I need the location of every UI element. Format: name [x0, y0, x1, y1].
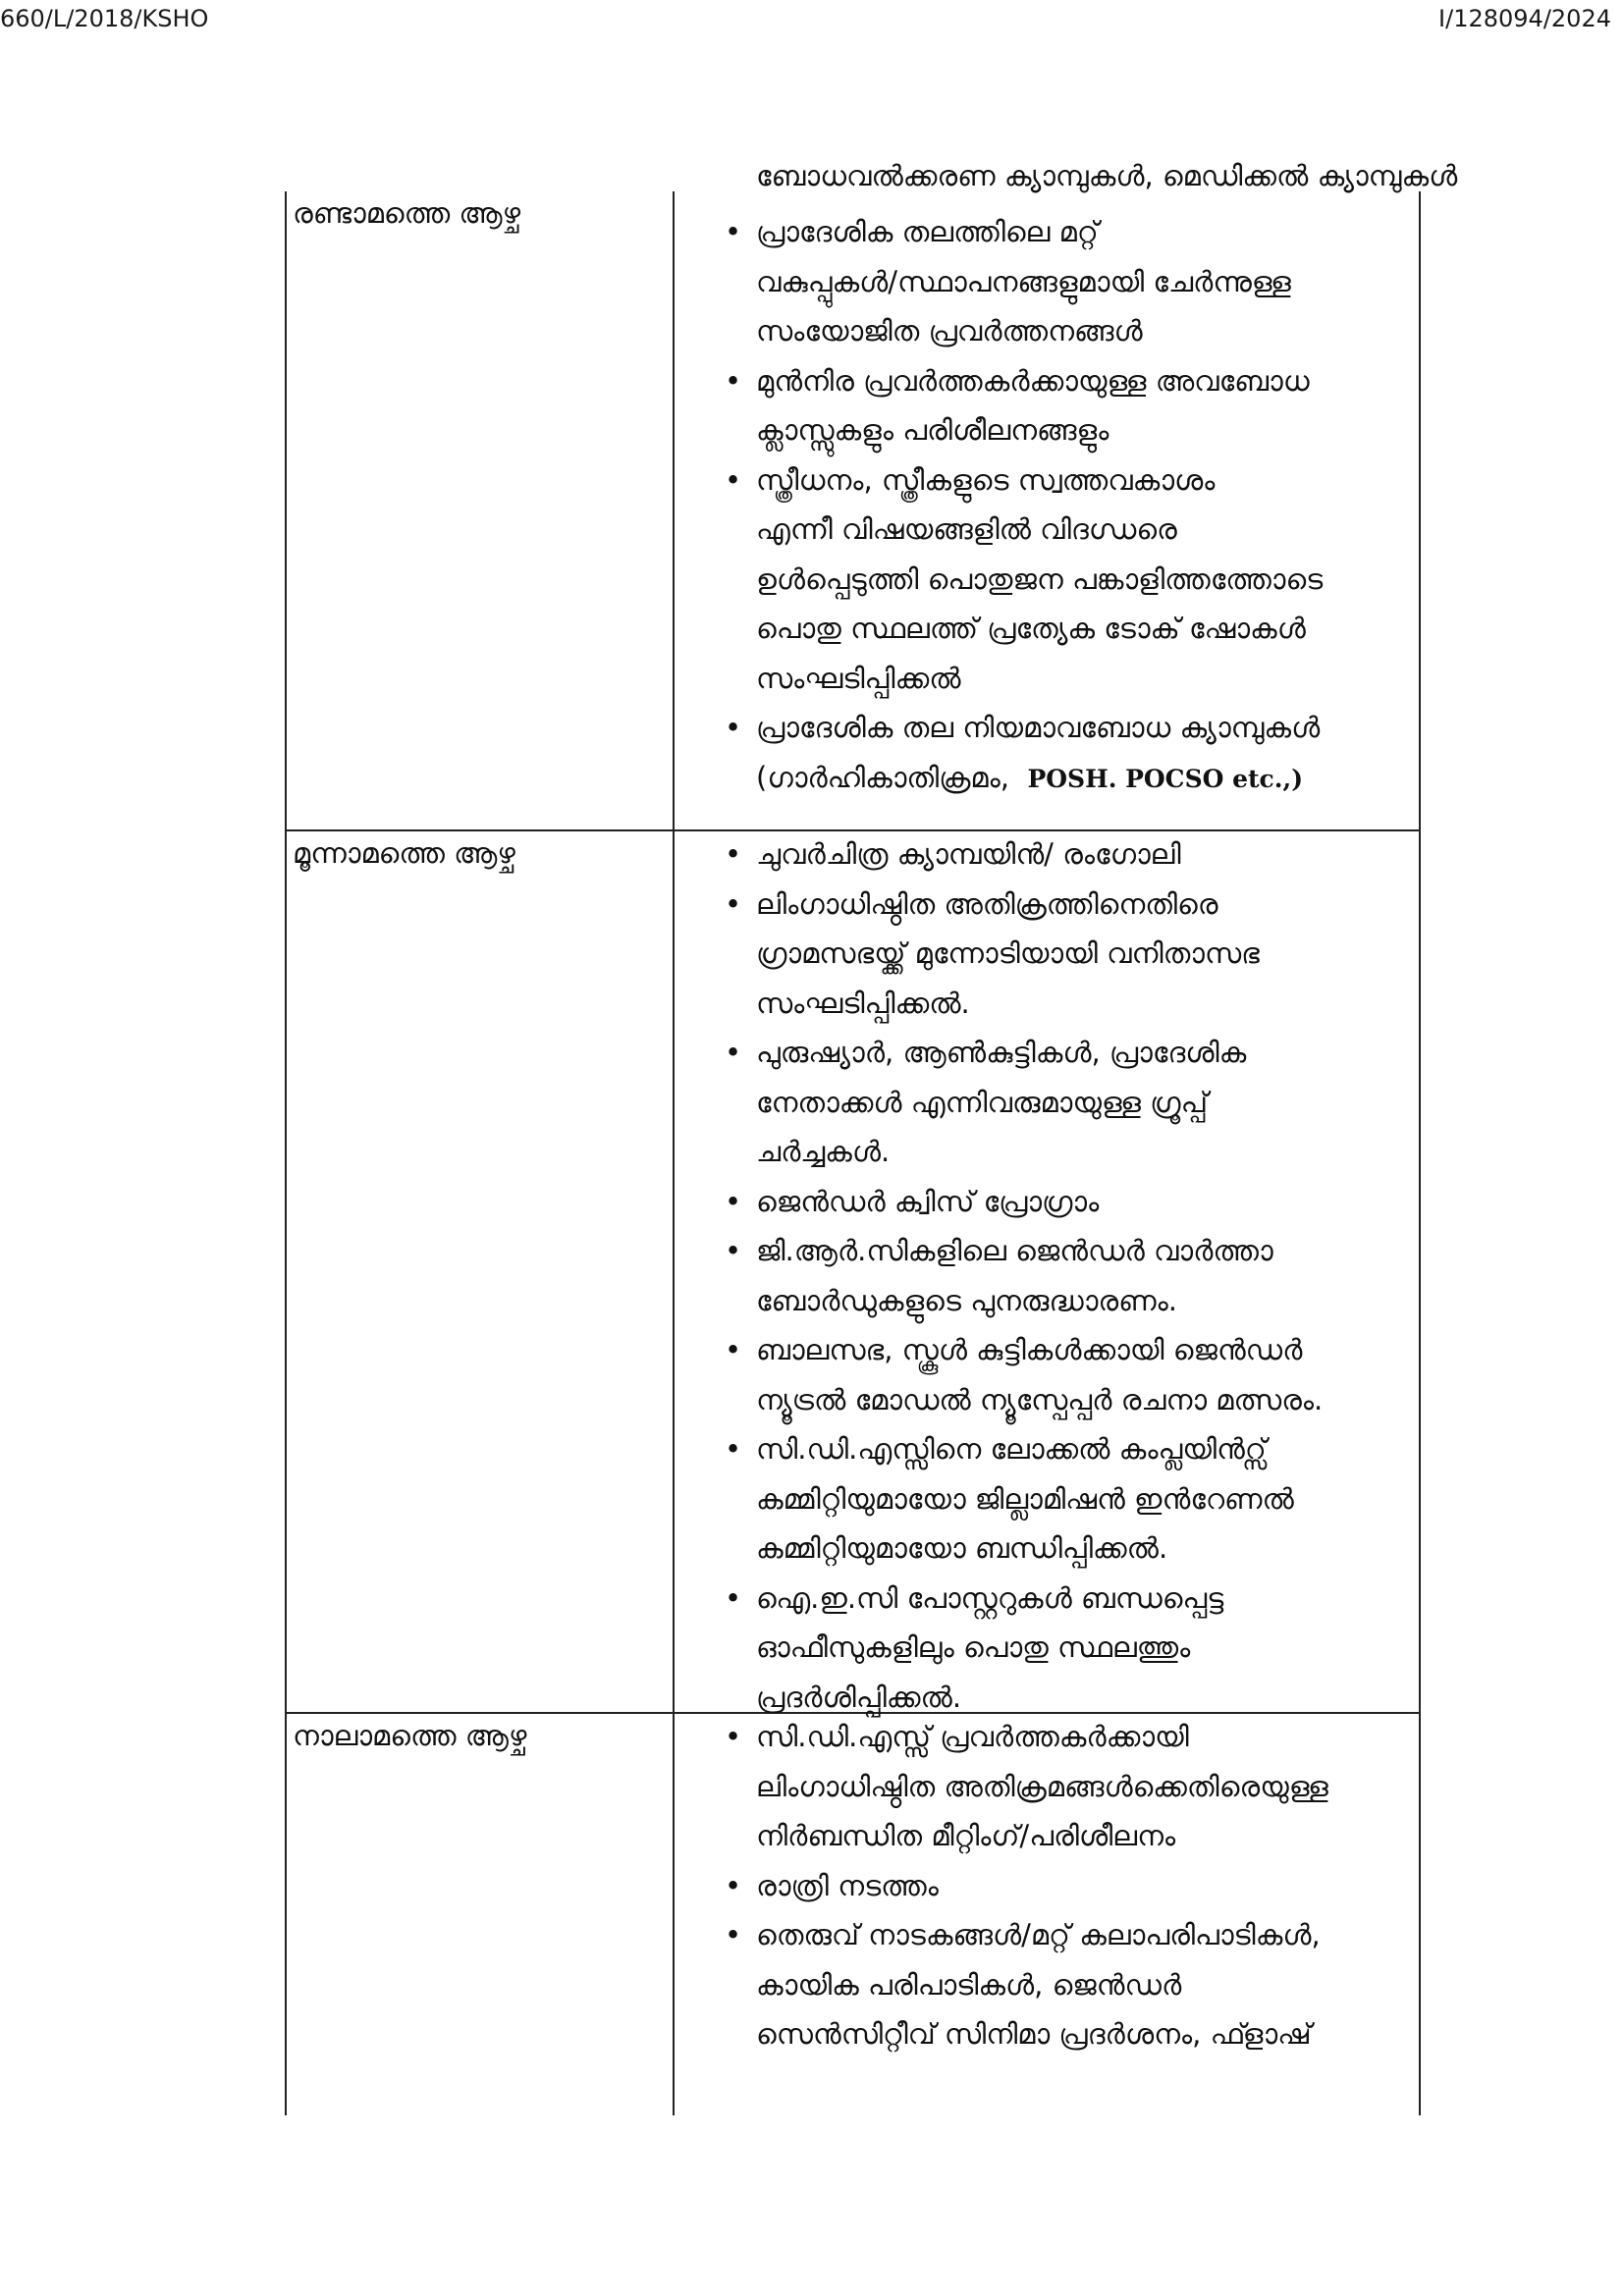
- list-item: • സി.ഡി.എസ്സ് പ്രവർത്തകർക്കായി ലിംഗാധിഷ്ഠിത അതിക്രമങ്ങൾക്കെതിരെയുള്ള നിർബന്ധിത മീറ്റിംഗ്/പരിശീലനം: [717, 1712, 1421, 1861]
- week-label-third: മൂന്നാമത്തെ ആഴ്ച: [293, 836, 515, 870]
- bullet-icon: •: [725, 1580, 742, 1615]
- bullet-icon: •: [725, 1432, 742, 1466]
- week-label-second: രണ്ടാമത്തെ ആഴ്ച: [293, 196, 521, 230]
- list-item: • തെരുവ് നാടകങ്ങൾ/മറ്റ് കലാപരിപാടികൾ, കായിക പരിപാടികൾ, ജെൻഡർ സെൻസിറ്റീവ് സിനിമാ പ്രദർശനം, ഫ്ളാഷ്: [717, 1910, 1421, 2059]
- list-item: • പ്രാദേശിക തലത്തിലെ മറ്റ് വകുപ്പുകൾ/സ്ഥാപനങ്ങളുമായി ചേർന്നുള്ള സംയോജിത പ്രവർത്തനങ്ങൾ: [717, 207, 1421, 356]
- list-item: • മുൻനിര പ്രവർത്തകർക്കായുള്ള അവബോധ ക്ലാസ്സുകളും പരിശീലനങ്ങളും: [717, 356, 1421, 455]
- activity-list-third-week: [717, 829, 1421, 1722]
- week-label-fourth: നാലാമത്തെ ആഴ്ച: [293, 1719, 527, 1752]
- document-reference-right: I/128094/2024: [1438, 5, 1611, 32]
- table-border-left: [285, 191, 287, 2115]
- list-item: • ചുവർചിത്ര ക്യാമ്പയിൻ/ രംഗോലി: [717, 829, 1421, 880]
- table-column-divider: [673, 191, 675, 2115]
- bullet-icon: •: [725, 215, 742, 248]
- list-item: • ജെൻഡർ ക്വിസ് പ്രോഗ്രാം: [717, 1177, 1421, 1227]
- bullet-icon: •: [725, 1184, 742, 1218]
- list-item: • ഐ.ഇ.സി പോസ്റ്ററുകൾ ബന്ധപ്പെട്ട ഓഫീസുകളിലും പൊതു സ്ഥലത്തും പ്രദർശിപ്പിക്കൽ.: [717, 1574, 1421, 1723]
- list-item: • പുരുഷ്യാർ, ആൺകുട്ടികൾ, പ്രാദേശിക നേതാക്കൾ എന്നിവരുമായുള്ള ഗ്രൂപ്പ് ചർച്ചകൾ.: [717, 1028, 1421, 1177]
- bullet-icon: •: [725, 886, 742, 921]
- bullet-icon: •: [725, 462, 742, 497]
- list-item: • സ്ത്രീധനം, സ്ത്രീകളുടെ സ്വത്തവകാശം എന്നീ വിഷയങ്ങളിൽ വിദഗ്ധരെ ഉൾപ്പെടുത്തി പൊതുജന പങ്കാളിത്തത്തോടെ പൊതു സ്ഥലത്ത് പ്രത്യേക ടോക് ഷോകൾ സംഘടിപ്പിക്കൽ: [717, 455, 1421, 704]
- list-item: • സി.ഡി.എസ്സിനെ ലോക്കൽ കംപ്ലയിൻറ്സ് കമ്മിറ്റിയുമായോ ജില്ലാമിഷൻ ഇൻറേണൽ കമ്മിറ്റിയുമായോ ബന്ധിപ്പിക്കൽ.: [717, 1424, 1421, 1574]
- bullet-icon: •: [725, 1720, 742, 1753]
- bullet-icon: •: [725, 1234, 742, 1267]
- list-item: • ലിംഗാധിഷ്ഠിത അതിക്രത്തിനെതിരെ ഗ്രാമസഭയ്ക്ക് മുന്നോടിയായി വനിതാസഭ സംഘടിപ്പിക്കൽ.: [717, 880, 1421, 1029]
- bullet-icon: •: [725, 1918, 742, 1951]
- bullet-icon: •: [725, 1333, 742, 1366]
- bullet-icon: •: [725, 711, 742, 744]
- bullet-icon: •: [725, 1036, 742, 1069]
- activity-list-second-week: [717, 207, 1421, 804]
- bullet-icon: •: [725, 1868, 742, 1902]
- bullet-icon: •: [725, 837, 742, 871]
- activity-table: [285, 159, 1458, 2115]
- list-item: • ജി.ആർ.സികളിലെ ജെൻഡർ വാർത്താ ബോർഡുകളുടെ പുനരുദ്ധാരണം.: [717, 1226, 1421, 1325]
- cutoff-text-line: ബോധവൽക്കരണ ക്യാമ്പുകൾ, മെഡിക്കൽ ക്യാമ്പുകൾ: [756, 159, 1458, 192]
- document-reference-left: 660/L/2018/KSHO: [0, 5, 209, 32]
- bullet-icon: •: [725, 363, 742, 398]
- list-item: • പ്രാദേശിക തല നിയമാവബോധ ക്യാമ്പുകൾ (ഗാർഹികാതിക്രമം, POSH. POCSO etc.,): [717, 703, 1421, 804]
- activity-list-fourth-week: [717, 1712, 1421, 2059]
- list-item: • രാത്രി നടത്തം: [717, 1861, 1421, 1911]
- list-item: • ബാലസഭ, സ്കൂൾ കുട്ടികൾക്കായി ജെൻഡർ ന്യൂട്രൽ മോഡൽ ന്യൂസ്പേപ്പർ രചനാ മത്സരം.: [717, 1325, 1421, 1424]
